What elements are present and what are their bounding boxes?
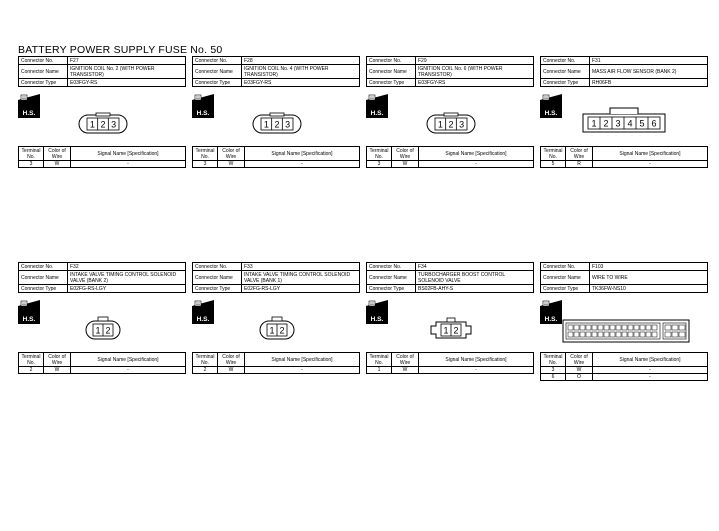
connector-name-value: IGNITION COIL No. 6 (WITH POWER TRANSISTOR) [416,65,534,79]
terminal-row [19,367,186,374]
terminal-table [18,146,186,168]
connector-block [18,262,186,373]
connector-name-label: Connector Name [19,271,68,285]
terminal-table [18,352,186,374]
terminal-row [19,161,186,168]
connector-block [366,56,534,167]
pin-number: 2 [603,118,609,129]
hs-icon [366,300,388,324]
connector-no-label: Connector No. [367,263,416,271]
pin-number: 4 [627,118,633,129]
hs-label: H.S. [196,110,210,117]
connector-block [366,262,534,373]
connector-face-icon [426,112,476,136]
connector-name-label: Connector Name [541,271,590,285]
connector-type-value: E02FG-RS-LGY [68,285,186,293]
connector-no-label: Connector No. [541,263,590,271]
pin-number: 3 [111,119,117,130]
terminal-no-header: Terminal No. [541,353,566,367]
pin-number: 1 [95,325,101,336]
pin-number: 2 [274,119,280,130]
pin-number: 2 [100,119,106,130]
signal-name-header: Signal Name [Specification] [245,147,360,161]
connector-block [540,262,708,380]
connector-name-label: Connector Name [367,65,416,79]
terminal-no-cell: 3 [541,367,566,374]
connector-face-icon [582,106,666,134]
terminal-row [193,367,360,374]
connector-name-value: MASS AIR FLOW SENSOR (BANK 2) [590,65,708,79]
pin-number: 1 [437,119,443,130]
terminal-table [540,146,708,168]
connector-info-table [192,56,360,87]
connector-no-value: F31 [590,57,708,65]
wire-color-cell: O [566,374,593,381]
connector-face-icon [562,318,690,344]
signal-name-header: Signal Name [Specification] [71,353,186,367]
connector-info-table [366,262,534,293]
terminal-no-header: Terminal No. [541,147,566,161]
connector-no-label: Connector No. [193,57,242,65]
signal-name-header: Signal Name [Specification] [593,353,708,367]
connector-name-value: INTAKE VALVE TIMING CONTROL SOLENOID VALVE (BANK 2) [68,271,186,285]
connector-type-value: E03FGY-RS [416,79,534,87]
terminal-row [193,161,360,168]
terminal-no-cell: 1 [367,367,392,374]
terminal-no-cell: 2 [193,367,218,374]
connector-type-label: Connector Type [367,79,416,87]
hs-label: H.S. [370,316,384,323]
color-of-wire-header: Color of Wire [218,353,245,367]
connector-type-label: Connector Type [19,79,68,87]
terminal-no-header: Terminal No. [367,353,392,367]
connector-info-table [18,262,186,293]
signal-name-header: Signal Name [Specification] [419,353,534,367]
pin-number: 2 [279,325,285,336]
signal-name-cell: - [419,367,534,374]
connector-no-label: Connector No. [541,57,590,65]
connector-type-value: BS02FB-AHY-S [416,285,534,293]
terminal-no-header: Terminal No. [193,147,218,161]
connector-face-icon [82,316,124,342]
signal-name-header: Signal Name [Specification] [71,147,186,161]
connector-info-table [366,56,534,87]
pin-number: 1 [591,118,597,129]
terminal-row [541,374,708,381]
signal-name-cell: - [245,367,360,374]
connector-no-label: Connector No. [367,57,416,65]
hs-label: H.S. [544,316,558,323]
hs-label: H.S. [544,110,558,117]
terminal-no-header: Terminal No. [367,147,392,161]
connector-type-value: TK36FW-NS10 [590,285,708,293]
connector-info-table [540,56,708,87]
signal-name-cell: - [71,161,186,168]
hs-label: H.S. [22,316,36,323]
terminal-table [366,352,534,374]
connector-type-value: RH06FB [590,79,708,87]
connector-face-icon [252,112,302,136]
connector-type-label: Connector Type [541,285,590,293]
connector-type-label: Connector Type [541,79,590,87]
signal-name-cell: - [593,367,708,374]
signal-name-header: Signal Name [Specification] [593,147,708,161]
terminal-table [192,146,360,168]
color-of-wire-header: Color of Wire [218,147,245,161]
connector-name-value: WIRE TO WIRE [590,271,708,285]
terminal-row [541,161,708,168]
connector-name-label: Connector Name [19,65,68,79]
hs-icon [18,94,40,118]
connector-type-label: Connector Type [193,285,242,293]
terminal-no-cell: 2 [19,367,44,374]
color-of-wire-header: Color of Wire [44,353,71,367]
wire-color-cell: W [44,367,71,374]
hs-label: H.S. [22,110,36,117]
pin-number: 1 [443,325,449,336]
terminal-no-cell: 3 [367,161,392,168]
connector-block [192,56,360,167]
connector-name-label: Connector Name [193,65,242,79]
connector-name-value: INTAKE VALVE TIMING CONTROL SOLENOID VALVE (BANK 1) [242,271,360,285]
connector-no-value: F34 [416,263,534,271]
connector-no-value: F32 [68,263,186,271]
connector-no-label: Connector No. [19,57,68,65]
color-of-wire-header: Color of Wire [392,353,419,367]
connector-no-value: F103 [590,263,708,271]
hs-icon [192,300,214,324]
pin-number: 6 [651,118,657,129]
connector-face-icon [78,112,128,136]
connector-name-label: Connector Name [367,271,416,285]
pin-number: 3 [615,118,621,129]
signal-name-header: Signal Name [Specification] [419,147,534,161]
color-of-wire-header: Color of Wire [566,147,593,161]
wire-color-cell: W [44,161,71,168]
hs-icon [540,94,562,118]
connector-type-value: E03FGY-RS [68,79,186,87]
connector-name-label: Connector Name [541,65,590,79]
connector-type-label: Connector Type [19,285,68,293]
connector-type-value: E03FGY-RS [242,79,360,87]
connector-type-label: Connector Type [367,285,416,293]
terminal-no-cell: 3 [19,161,44,168]
wire-color-cell: W [566,367,593,374]
hs-label: H.S. [370,110,384,117]
color-of-wire-header: Color of Wire [392,147,419,161]
pin-number: 2 [453,325,459,336]
connector-info-table [18,56,186,87]
connector-no-value: F29 [416,57,534,65]
connector-type-label: Connector Type [193,79,242,87]
page-title: BATTERY POWER SUPPLY FUSE No. 50 [18,44,223,56]
color-of-wire-header: Color of Wire [566,353,593,367]
signal-name-cell: - [593,374,708,381]
pin-number: 1 [263,119,269,130]
connector-block [540,56,708,167]
connector-no-value: F33 [242,263,360,271]
terminal-no-cell: 3 [193,161,218,168]
connector-name-value: TURBOCHARGER BOOST CONTROL SOLENOID VALVE [416,271,534,285]
connector-no-value: F28 [242,57,360,65]
pin-number: 1 [269,325,275,336]
hs-icon [366,94,388,118]
connector-no-label: Connector No. [19,263,68,271]
hs-label: H.S. [196,316,210,323]
wire-color-cell: W [392,367,419,374]
connector-name-value: IGNITION COIL No. 2 (WITH POWER TRANSISTOR) [68,65,186,79]
signal-name-cell: - [593,161,708,168]
pin-number: 2 [448,119,454,130]
hs-icon [18,300,40,324]
pin-number: 1 [89,119,95,130]
wire-color-cell: W [218,367,245,374]
pin-number: 3 [285,119,291,130]
connector-no-label: Connector No. [193,263,242,271]
connector-info-table [192,262,360,293]
wire-color-cell: R [566,161,593,168]
connector-block [192,262,360,373]
terminal-table [366,146,534,168]
terminal-no-header: Terminal No. [19,353,44,367]
connector-name-label: Connector Name [193,271,242,285]
terminal-table [192,352,360,374]
wire-color-cell: W [218,161,245,168]
terminal-no-cell: 6 [541,374,566,381]
pin-number: 5 [639,118,645,129]
connector-type-value: E02FG-RS-LGY [242,285,360,293]
terminal-row [367,367,534,374]
hs-icon [540,300,562,324]
connector-name-value: IGNITION COIL No. 4 (WITH POWER TRANSISTOR) [242,65,360,79]
color-of-wire-header: Color of Wire [44,147,71,161]
terminal-no-cell: 5 [541,161,566,168]
terminal-no-header: Terminal No. [193,353,218,367]
pin-number: 2 [105,325,111,336]
connector-info-table [540,262,708,293]
wire-color-cell: W [392,161,419,168]
terminal-table [540,352,708,381]
pin-number: 3 [459,119,465,130]
signal-name-cell: - [245,161,360,168]
terminal-no-header: Terminal No. [19,147,44,161]
terminal-row [541,367,708,374]
connector-no-value: F27 [68,57,186,65]
signal-name-cell: - [71,367,186,374]
signal-name-cell: - [419,161,534,168]
hs-icon [192,94,214,118]
signal-name-header: Signal Name [Specification] [245,353,360,367]
connector-block [18,56,186,167]
terminal-row [367,161,534,168]
connector-face-icon [430,316,472,342]
connector-face-icon [256,316,298,342]
